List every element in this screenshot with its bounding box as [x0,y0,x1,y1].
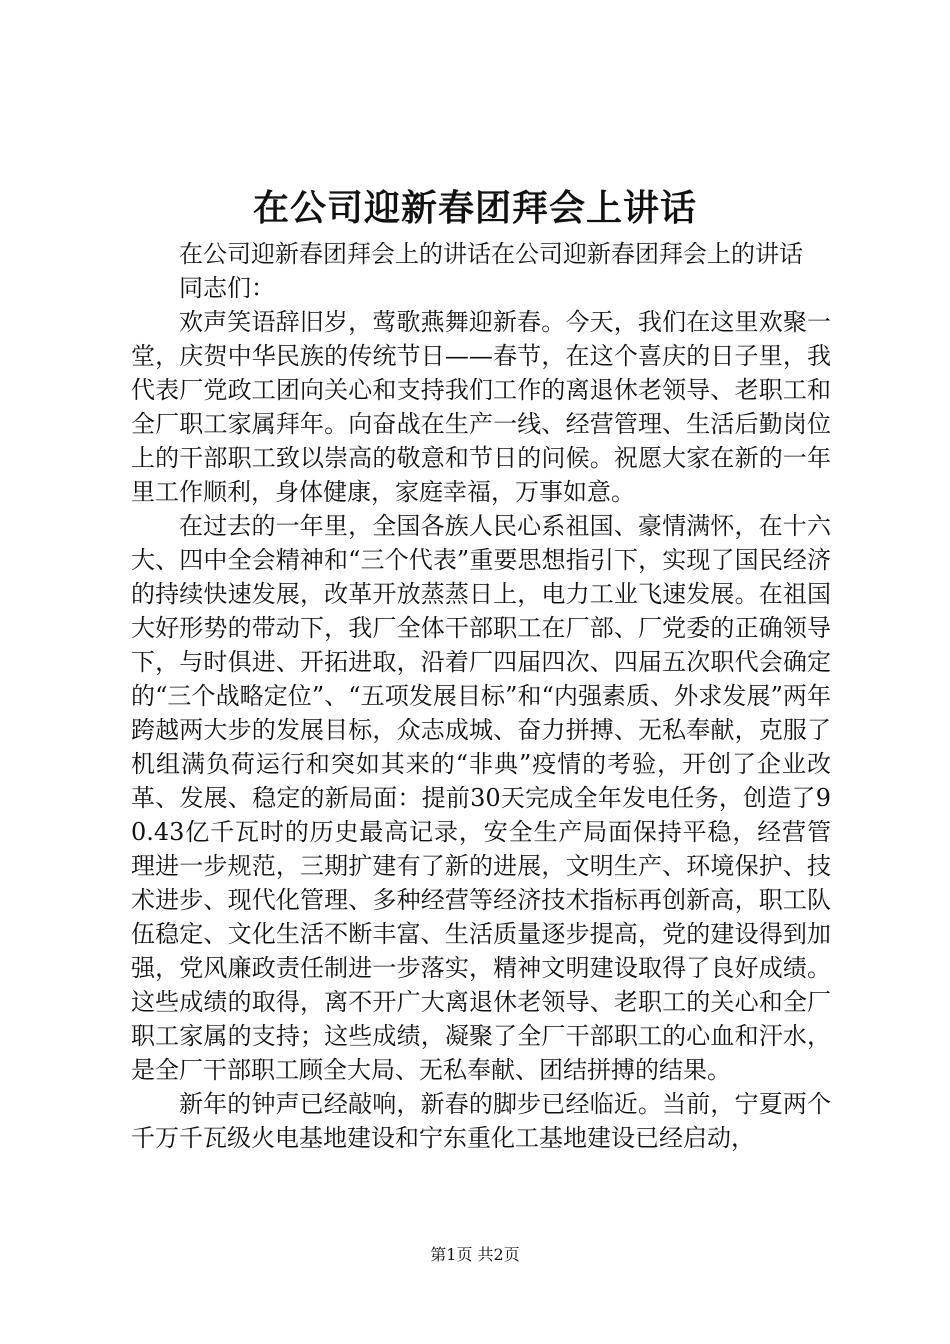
paragraph-achievements: 在过去的一年里，全国各族人民心系祖国、豪情满怀，在十六大、四中全会精神和“三个代表”重要思想指引下，实现了国民经济的持续快速发展，改革开放蒸蒸日上，电力工业飞速发展。在祖国大好形势的带动下，我厂全体干部职工在厂部、厂党委的正确领导下，与时俱进、开拓进取，沿着厂四届四次、四届五次职代会确定的“三个战略定位”、“五项发展目标”和“内强素质、外求发展”两年跨越两大步的发展目标，众志成城、奋力拼搏、无私奉献，克服了机组满负荷运行和突如其来的“非典”疫情的考验，开创了企业改革、发展、稳定的新局面：提前30天完成全年发电任务，创造了90.43亿千瓦时的历史最高记录，安全生产局面保持平稳，经营管理进一步规范，三期扩建有了新的进展，文明生产、环境保护、技术进步、现代化管理、多种经营等经济技术指标再创新高，职工队伍稳定、文化生活不断丰富、生活质量逐步提高，党的建设得到加强，党风廉政责任制进一步落实，精神文明建设取得了良好成绩。这些成绩的取得，离不开广大离退休老领导、老职工的关心和全厂职工家属的支持；这些成绩，凝聚了全厂干部职工的心血和汗水，是全厂干部职工顾全大局、无私奉献、团结拼搏的结果。 [131,512,831,1084]
page-number-footer: 第1页 共2页 [430,1245,520,1264]
paragraph-salutation: 同志们： [179,274,275,302]
document-body [131,237,831,1155]
paragraph-greeting: 欢声笑语辞旧岁，莺歌燕舞迎新春。今天，我们在这里欢聚一堂，庆贺中华民族的传统节日——春节，在这个喜庆的日子里，我代表厂党政工团向关心和支持我们工作的离退休老领导、老职工和全厂职工家属拜年。向奋战在生产一线、经营管理、生活后勤岗位上的干部职工致以崇高的敬意和节日的问候。祝愿大家在新的一年里工作顺利，身体健康，家庭幸福，万事如意。 [131,308,831,506]
paragraph-new-year: 新年的钟声已经敲响，新春的脚步已经临近。当前，宁夏两个千万千瓦级火电基地建设和宁东重化工基地建设已经启动， [131,1090,831,1152]
document-title: 在公司迎新春团拜会上讲话 [252,187,697,229]
paragraph-heading-line: 在公司迎新春团拜会上的讲话在公司迎新春团拜会上的讲话 [179,240,803,268]
